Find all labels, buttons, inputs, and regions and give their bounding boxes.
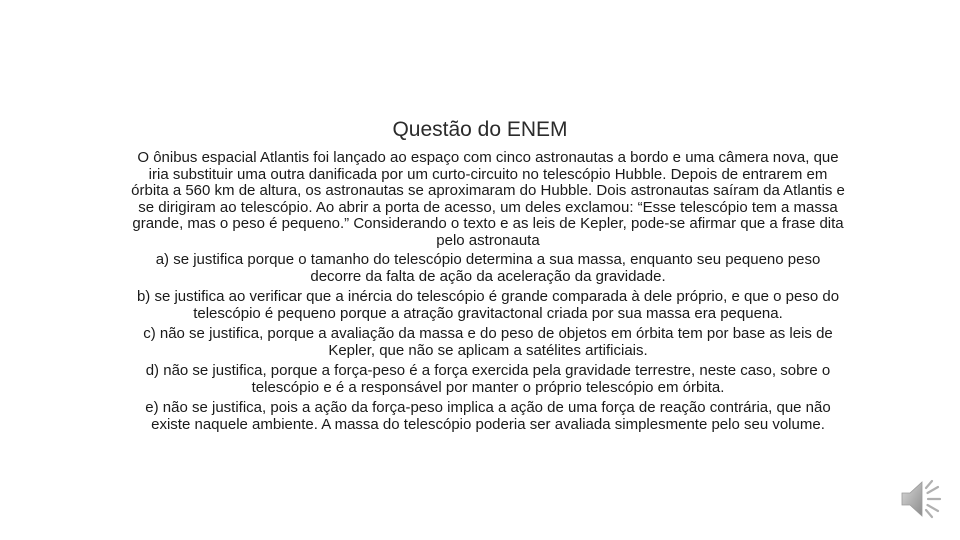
option-e: e) não se justifica, pois a ação da força-peso implica a ação de uma força de reação contrária, que não existe naquele ambiente. A massa do telescópio poderia ser avaliada simplesmente pelo seu volume. <box>145 399 831 433</box>
question-text: O ônibus espacial Atlantis foi lançado ao espaço com cinco astronautas a bordo e uma câmera nova, que iria substituir uma outra danificada por um curto-circuito no telescópio Hubble. Depois de entrarem em órbita a 560 km de altura, os astronautas se aproximaram do Hubble. Dois astronautas saíram da Atlantis e se dirigiram ao telescópio. Ao abrir a porta de acesso, um deles exclamou: “Esse telescópio tem a massa grande, mas o peso é pequeno.” Considerando o texto e as leis de Kepler, pode-se afirmar que a frase dita pelo astronauta <box>131 149 845 249</box>
option-c: c) não se justifica, porque a avaliação da massa e do peso de objetos em órbita tem por base as leis de Kepler, que não se aplicam a satélites artificiais. <box>143 325 833 359</box>
option-d: d) não se justifica, porque a força-peso é a força exercida pela gravidade terrestre, neste caso, sobre o telescópio e é a responsável por manter o próprio telescópio em órbita. <box>145 362 831 396</box>
option-a: a) se justifica porque o tamanho do telescópio determina a sua massa, enquanto seu pequeno peso decorre da falta de ação da aceleração da gravidade. <box>155 251 821 285</box>
speaker-icon[interactable] <box>898 476 944 522</box>
question-body <box>130 150 846 437</box>
slide-title: Questão do ENEM <box>392 118 568 141</box>
option-b: b) se justifica ao verificar que a inércia do telescópio é grande comparada à dele próprio, e que o peso do telescópio é pequeno porque a atração gravitactonal criada por sua massa era pequena. <box>136 288 840 322</box>
